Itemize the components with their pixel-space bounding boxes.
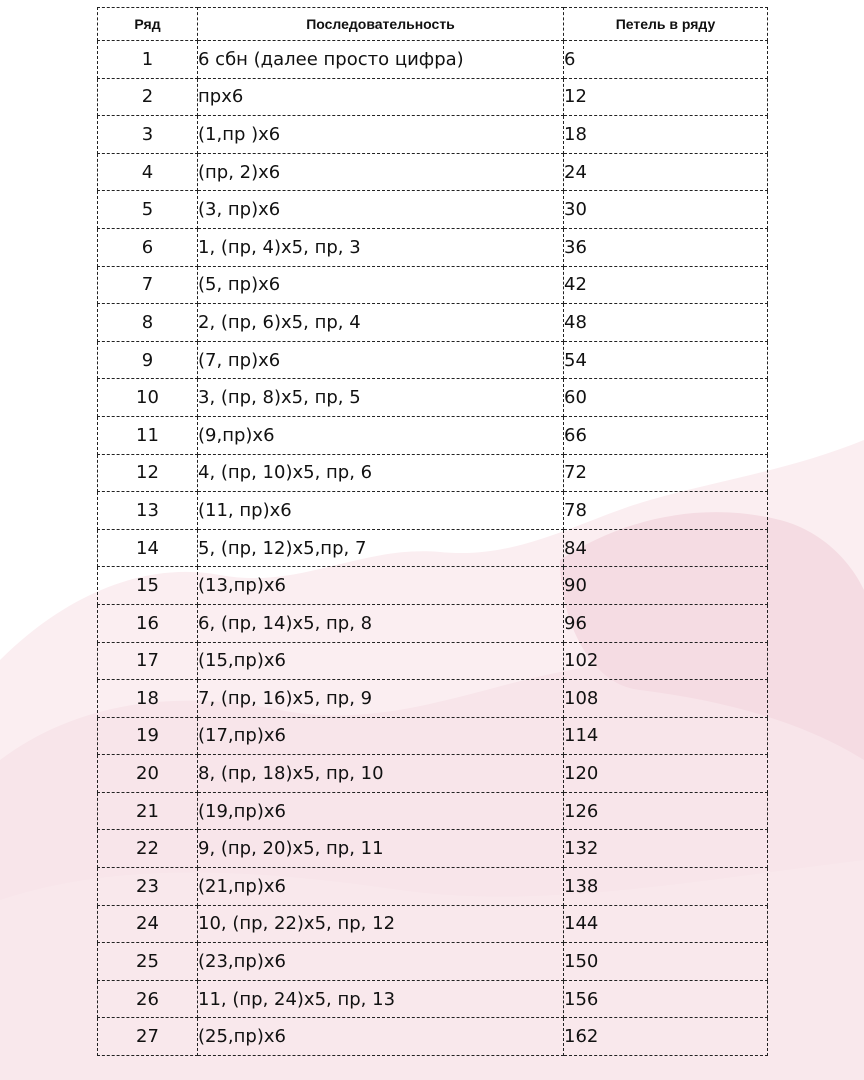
row-number-cell: 10 <box>98 379 198 417</box>
sequence-cell: 11, (пр, 24)х5, пр, 13 <box>198 980 564 1018</box>
row-number-cell: 14 <box>98 529 198 567</box>
row-number-cell: 21 <box>98 792 198 830</box>
table-row <box>98 454 768 492</box>
sequence-cell: 10, (пр, 22)х5, пр, 12 <box>198 905 564 943</box>
sequence-cell: (17,пр)х6 <box>198 717 564 755</box>
row-number-cell: 11 <box>98 416 198 454</box>
header-row-number: Ряд <box>98 8 198 41</box>
row-number-cell: 7 <box>98 266 198 304</box>
row-number-cell: 22 <box>98 830 198 868</box>
row-number-cell: 13 <box>98 492 198 530</box>
stitch-count-cell: 84 <box>564 529 768 567</box>
row-number-cell: 8 <box>98 304 198 342</box>
row-number-cell: 20 <box>98 755 198 793</box>
stitch-count-cell: 156 <box>564 980 768 1018</box>
table-row <box>98 266 768 304</box>
row-number-cell: 24 <box>98 905 198 943</box>
sequence-cell: (23,пр)х6 <box>198 943 564 981</box>
sequence-cell: 8, (пр, 18)х5, пр, 10 <box>198 755 564 793</box>
stitch-count-cell: 114 <box>564 717 768 755</box>
table-row <box>98 341 768 379</box>
stitch-count-cell: 66 <box>564 416 768 454</box>
stitch-count-cell: 54 <box>564 341 768 379</box>
table-header-row <box>98 8 768 41</box>
sequence-cell: 6, (пр, 14)х5, пр, 8 <box>198 604 564 642</box>
stitch-count-cell: 132 <box>564 830 768 868</box>
row-number-cell: 27 <box>98 1018 198 1056</box>
stitch-count-cell: 72 <box>564 454 768 492</box>
table-row <box>98 943 768 981</box>
table-row <box>98 116 768 154</box>
sequence-cell: (11, пр)х6 <box>198 492 564 530</box>
table-row <box>98 153 768 191</box>
table-row <box>98 191 768 229</box>
table-body <box>98 41 768 1056</box>
stitch-count-cell: 120 <box>564 755 768 793</box>
table-row <box>98 304 768 342</box>
stitch-count-cell: 108 <box>564 680 768 718</box>
row-number-cell: 3 <box>98 116 198 154</box>
stitch-count-cell: 90 <box>564 567 768 605</box>
row-number-cell: 4 <box>98 153 198 191</box>
row-number-cell: 25 <box>98 943 198 981</box>
sequence-cell: 1, (пр, 4)х5, пр, 3 <box>198 228 564 266</box>
row-number-cell: 26 <box>98 980 198 1018</box>
stitch-count-cell: 42 <box>564 266 768 304</box>
table-row <box>98 642 768 680</box>
stitch-count-cell: 78 <box>564 492 768 530</box>
row-number-cell: 5 <box>98 191 198 229</box>
stitch-count-cell: 18 <box>564 116 768 154</box>
stitch-count-cell: 30 <box>564 191 768 229</box>
row-number-cell: 19 <box>98 717 198 755</box>
stitch-count-cell: 12 <box>564 78 768 116</box>
sequence-cell: (13,пр)х6 <box>198 567 564 605</box>
table-row <box>98 830 768 868</box>
sequence-cell: 9, (пр, 20)х5, пр, 11 <box>198 830 564 868</box>
sequence-cell: (7, пр)х6 <box>198 341 564 379</box>
sequence-cell: 5, (пр, 12)х5,пр, 7 <box>198 529 564 567</box>
sequence-cell: (пр, 2)х6 <box>198 153 564 191</box>
stitch-count-cell: 162 <box>564 1018 768 1056</box>
stitch-count-cell: 126 <box>564 792 768 830</box>
stitch-count-cell: 36 <box>564 228 768 266</box>
sequence-cell: прх6 <box>198 78 564 116</box>
stitch-count-cell: 102 <box>564 642 768 680</box>
sequence-cell: (9,пр)х6 <box>198 416 564 454</box>
table-row <box>98 416 768 454</box>
sequence-cell: 4, (пр, 10)х5, пр, 6 <box>198 454 564 492</box>
stitch-count-cell: 24 <box>564 153 768 191</box>
sequence-cell: 2, (пр, 6)х5, пр, 4 <box>198 304 564 342</box>
table-row <box>98 529 768 567</box>
table-row <box>98 717 768 755</box>
sequence-cell: (25,пр)х6 <box>198 1018 564 1056</box>
row-number-cell: 18 <box>98 680 198 718</box>
header-stitch-count: Петель в ряду <box>564 8 768 41</box>
table-row <box>98 868 768 906</box>
table-row <box>98 755 768 793</box>
row-number-cell: 6 <box>98 228 198 266</box>
sequence-cell: (19,пр)х6 <box>198 792 564 830</box>
row-number-cell: 16 <box>98 604 198 642</box>
table-row <box>98 379 768 417</box>
sequence-cell: 3, (пр, 8)х5, пр, 5 <box>198 379 564 417</box>
table-row <box>98 1018 768 1056</box>
table-row <box>98 680 768 718</box>
table-row <box>98 228 768 266</box>
sequence-cell: (21,пр)х6 <box>198 868 564 906</box>
table-row <box>98 78 768 116</box>
sequence-cell: (1,пр )х6 <box>198 116 564 154</box>
sequence-cell: (3, пр)х6 <box>198 191 564 229</box>
sequence-cell: 6 сбн (далее просто цифра) <box>198 41 564 79</box>
sequence-cell: 7, (пр, 16)х5, пр, 9 <box>198 680 564 718</box>
row-number-cell: 12 <box>98 454 198 492</box>
table-row <box>98 567 768 605</box>
row-number-cell: 1 <box>98 41 198 79</box>
table-row <box>98 604 768 642</box>
table-row <box>98 492 768 530</box>
row-number-cell: 15 <box>98 567 198 605</box>
table-row <box>98 41 768 79</box>
row-number-cell: 9 <box>98 341 198 379</box>
stitch-count-cell: 6 <box>564 41 768 79</box>
row-number-cell: 2 <box>98 78 198 116</box>
sequence-cell: (15,пр)х6 <box>198 642 564 680</box>
stitch-count-cell: 138 <box>564 868 768 906</box>
stitch-count-cell: 144 <box>564 905 768 943</box>
crochet-pattern-table <box>97 7 768 1056</box>
sequence-cell: (5, пр)х6 <box>198 266 564 304</box>
stitch-count-cell: 48 <box>564 304 768 342</box>
row-number-cell: 17 <box>98 642 198 680</box>
stitch-count-cell: 150 <box>564 943 768 981</box>
table-row <box>98 905 768 943</box>
header-sequence: Последовательность <box>198 8 564 41</box>
table-row <box>98 980 768 1018</box>
row-number-cell: 23 <box>98 868 198 906</box>
table-row <box>98 792 768 830</box>
stitch-count-cell: 96 <box>564 604 768 642</box>
stitch-count-cell: 60 <box>564 379 768 417</box>
